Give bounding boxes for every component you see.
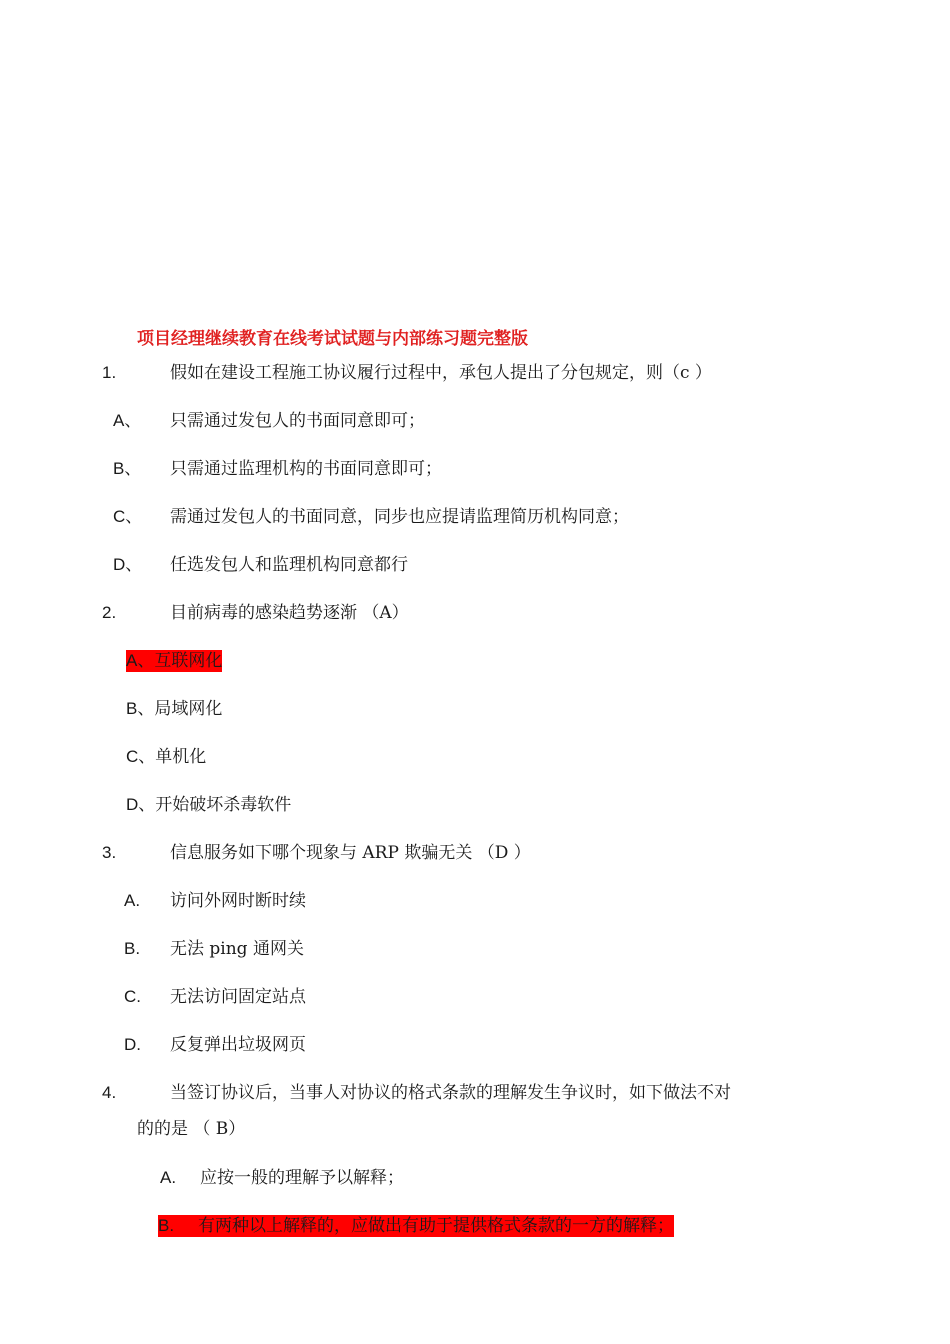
- q2-option-a-text: 互联网化: [154, 651, 223, 671]
- q4-option-a-mark: A.: [160, 1168, 177, 1187]
- q2-option-c-mark: C、: [126, 747, 156, 766]
- question-4-text-line-1: 当签订协议后，当事人对协议的格式条款的理解发生争议时，如下做法不对: [170, 1083, 731, 1103]
- q4-option-b-mark: B.: [158, 1216, 175, 1235]
- question-1-text: 假如在建设工程施工协议履行过程中，承包人提出了分包规定，则（c ）: [170, 363, 712, 383]
- q1-option-b-mark: B、: [113, 459, 142, 478]
- q2-option-c-text: 单机化: [155, 747, 207, 767]
- question-3-number: 3.: [102, 843, 117, 862]
- q1-option-a-text: 只需通过发包人的书面同意即可；: [170, 411, 425, 431]
- q2-option-b-text: 局域网化: [154, 699, 223, 719]
- q1-option-d-mark: D、: [113, 555, 143, 574]
- question-2-text: 目前病毒的感染趋势逐渐 （A）: [170, 603, 409, 623]
- document-title: 项目经理继续教育在线考试试题与内部练习题完整版: [137, 329, 528, 349]
- question-1-number: 1.: [102, 363, 117, 382]
- q3-option-a-text: 访问外网时断时续: [170, 891, 306, 911]
- q3-option-c-text: 无法访问固定站点: [170, 987, 306, 1007]
- question-4-number: 4.: [102, 1083, 117, 1102]
- q3-option-c-mark: C.: [124, 987, 141, 1006]
- q1-option-c-text: 需通过发包人的书面同意，同步也应提请监理简历机构同意；: [170, 507, 629, 527]
- q2-option-b: [126, 698, 222, 720]
- q2-option-d-text: 开始破坏杀毒软件: [155, 795, 292, 815]
- q2-option-a-mark: A、: [126, 651, 155, 670]
- q2-option-a-highlighted: [126, 650, 222, 672]
- q3-option-b-mark: B.: [124, 939, 141, 958]
- q2-option-b-mark: B、: [126, 699, 155, 718]
- question-4-text-line-2: 的的是 （ B）: [137, 1119, 246, 1139]
- question-3-text: 信息服务如下哪个现象与 ARP 欺骗无关 （D ）: [170, 843, 531, 863]
- question-2-number: 2.: [102, 603, 117, 622]
- q2-option-d: [126, 794, 291, 816]
- q1-option-a-mark: A、: [113, 411, 142, 430]
- q4-option-b-text: 有两种以上解释的，应做出有助于提供格式条款的一方的解释；: [198, 1216, 674, 1236]
- q3-option-d-mark: D.: [124, 1035, 141, 1054]
- q3-option-a-mark: A.: [124, 891, 141, 910]
- q1-option-b-text: 只需通过监理机构的书面同意即可；: [170, 459, 442, 479]
- q4-option-a-text: 应按一般的理解予以解释；: [200, 1168, 404, 1188]
- q3-option-d-text: 反复弹出垃圾网页: [170, 1035, 306, 1055]
- q4-option-b-highlighted: [158, 1215, 674, 1237]
- q2-option-c: [126, 746, 206, 768]
- q1-option-d-text: 任选发包人和监理机构同意都行: [170, 555, 408, 575]
- q3-option-b-text: 无法 ping 通网关: [170, 939, 304, 959]
- q2-option-d-mark: D、: [126, 795, 156, 814]
- q1-option-c-mark: C、: [113, 507, 143, 526]
